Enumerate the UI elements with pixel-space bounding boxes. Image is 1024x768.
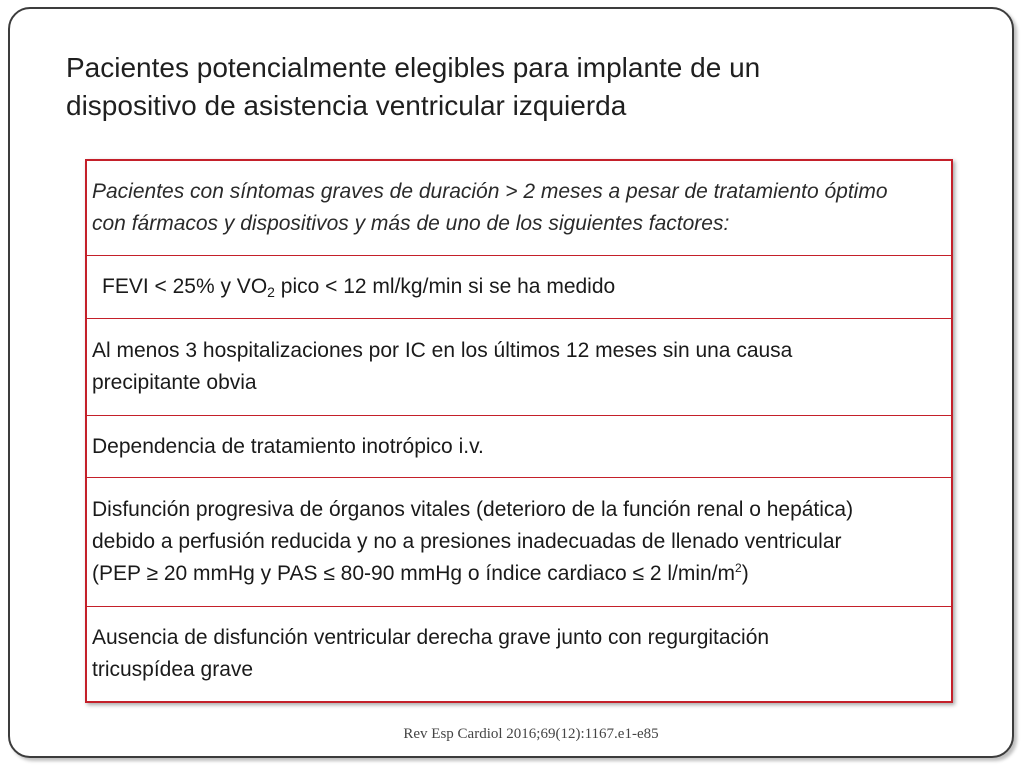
citation: Rev Esp Cardiol 2016;69(12):1167.e1-e85: [403, 726, 659, 742]
criterion-hospitalizations-line-2: precipitante obvia: [92, 371, 257, 394]
criterion-organ-superscript: 2: [735, 561, 742, 575]
criterion-fevi-prefix: FEVI < 25% y VO: [102, 275, 268, 298]
slide: [8, 7, 1014, 758]
criterion-organ-line-3: [92, 558, 951, 590]
criterion-organ-line-1: Disfunción progresiva de órganos vitales (deterioro de la función renal o hepática): [92, 498, 854, 521]
criterion-hospitalizations-line-1: Al menos 3 hospitalizaciones por IC en los últimos 12 meses sin una causa: [92, 339, 793, 362]
criterion-fevi-subscript: 2: [267, 284, 275, 300]
criterion-fevi-suffix: pico < 12 ml/kg/min si se ha medido: [274, 275, 616, 298]
table-row-hospitalizations: [87, 318, 951, 415]
criterion-organ-line-3-suffix: ): [741, 562, 749, 585]
criteria-table: [85, 159, 953, 703]
header-line-2: con fármacos y dispositivos y más de uno de los siguientes factores:: [92, 212, 730, 235]
criterion-fevi-text: [102, 271, 951, 303]
criterion-organ-line-3-prefix: (PEP ≥ 20 mmHg y PAS ≤ 80-90 mmHg o índice cardiaco ≤ 2 l/min/m: [92, 562, 736, 585]
slide-title-line-2: dispositivo de asistencia ventricular izquierda: [66, 90, 627, 121]
table-row-inotropic: [87, 415, 951, 477]
criterion-rv-line-2: tricuspídea grave: [92, 658, 254, 681]
criterion-organ-line-2: debido a perfusión reducida y no a presiones inadecuadas de llenado ventricular: [92, 530, 842, 553]
table-header-row: [87, 161, 951, 255]
criterion-inotropic-text: Dependencia de tratamiento inotrópico i.v.: [92, 434, 484, 458]
table-row-fevi: [87, 255, 951, 318]
table-row-organ-dysfunction: [87, 477, 951, 606]
header-line-1: Pacientes con síntomas graves de duración > 2 meses a pesar de tratamiento óptimo: [92, 180, 888, 203]
criterion-rv-line-1: Ausencia de disfunción ventricular derecha grave junto con regurgitación: [92, 626, 770, 649]
slide-title: [66, 49, 966, 125]
slide-title-line-1: Pacientes potencialmente elegibles para implante de un: [66, 52, 761, 83]
table-row-right-ventricle: [87, 606, 951, 701]
